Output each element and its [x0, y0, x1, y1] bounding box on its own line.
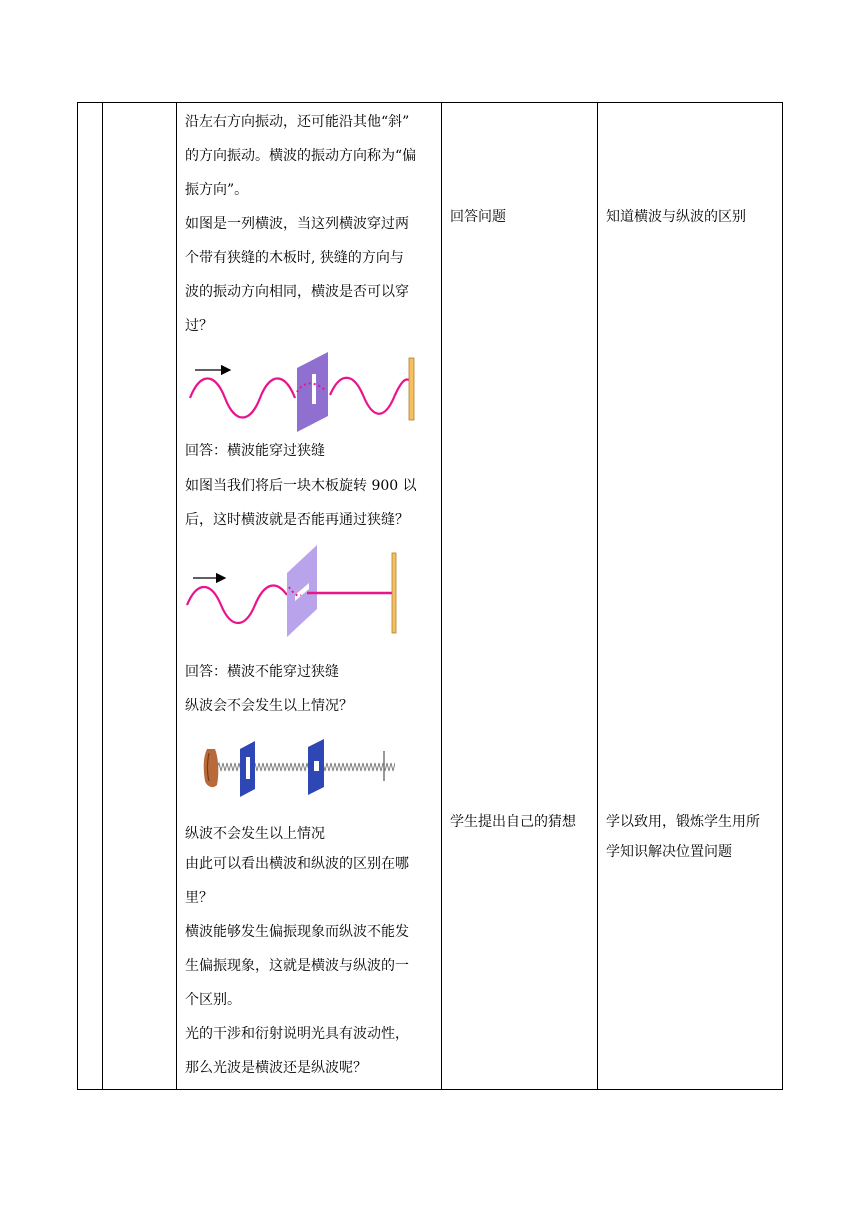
table-bottom-border [77, 1089, 783, 1090]
paragraph-line: 波的振动方向相同，横波是否可以穿 [185, 284, 409, 300]
wave-through-slit-figure [185, 350, 425, 435]
table-col-border [782, 102, 783, 1090]
paragraph-line: 横波能够发生偏振现象而纵波不能发 [185, 924, 409, 940]
paragraph-line: 那么光波是横波还是纵波呢？ [185, 1060, 367, 1076]
paragraph-line: 的方向振动。横波的振动方向称为“偏 [185, 148, 417, 164]
paragraph-line: 如图是一列横波，当这列横波穿过两 [185, 216, 409, 232]
wall [409, 358, 414, 420]
longitudinal-wave-figure [195, 735, 395, 800]
wave-right [330, 378, 409, 414]
wave-left [187, 586, 287, 623]
table-col-border [102, 102, 103, 1090]
paragraph-line: 过？ [185, 318, 213, 334]
slit-opening [246, 757, 250, 779]
paragraph-line: 振方向”。 [185, 182, 249, 198]
wall [392, 553, 396, 633]
table-col-border [176, 102, 177, 1090]
paragraph-line: 回答：横波不能穿过狭缝 [185, 664, 339, 680]
slit-opening [314, 761, 319, 771]
wave-left [190, 379, 295, 418]
paragraph-line: 沿左右方向振动，还可能沿其他“斜” [185, 114, 410, 130]
slit-opening [312, 374, 316, 404]
table-top-border [77, 102, 783, 103]
paragraph-line: 生偏振现象，这就是横波与纵波的一 [185, 958, 409, 974]
student-guess: 学生提出自己的猜想 [450, 814, 576, 830]
table-col-border [77, 102, 78, 1090]
goal-text: 知道横波与纵波的区别 [606, 209, 746, 225]
paragraph-line: 后，这时横波就是否能再通过狭缝？ [185, 512, 409, 528]
paragraph-line: 纵波会不会发生以上情况？ [185, 698, 353, 714]
hand [204, 749, 219, 787]
paragraph-line: 光的干涉和衍射说明光具有波动性， [185, 1026, 409, 1042]
paragraph-line: 个带有狭缝的木板时, 狭缝的方向与 [185, 250, 404, 266]
paragraph-line: 由此可以看出横波和纵波的区别在哪 [185, 856, 409, 872]
table-col-border [597, 102, 598, 1090]
goal-text: 学以致用，锻炼学生用所 [606, 814, 760, 830]
wave-blocked-figure [185, 543, 425, 638]
student-answer: 回答问题 [450, 209, 506, 225]
paragraph-line: 回答：横波能穿过狭缝 [185, 443, 325, 459]
paragraph-line: 里？ [185, 890, 213, 906]
paragraph-line: 个区别。 [185, 992, 241, 1008]
paragraph-line: 纵波不会发生以上情况 [185, 826, 325, 842]
paragraph-line: 如图当我们将后一块木板旋转 900 以 [185, 478, 417, 494]
goal-text: 学知识解决位置问题 [606, 844, 732, 860]
table-col-border [441, 102, 442, 1090]
